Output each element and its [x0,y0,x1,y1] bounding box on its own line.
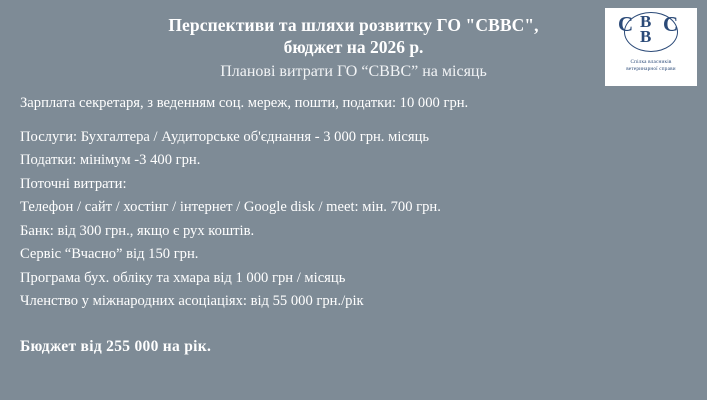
logo-letter-b: B [640,12,652,31]
list-item: Сервіс “Вчасно” від 150 грн. [20,246,199,262]
budget-total: Бюджет від 255 000 на рік. [20,338,212,355]
list-item: Банк: від 300 грн., якщо є рух коштів. [20,222,255,239]
logo-letter-c: C [618,12,634,36]
list-item: Програма бух. обліку та хмара від 1 000 грн / місяць [20,269,346,286]
list-item: Податки: мінімум -3 400 грн. [20,152,201,168]
list-item: Послуги: Бухгалтера / Аудиторське об'єднання - 3 000 грн. місяць [20,128,430,145]
slide-title-block [0,14,707,84]
spacer [20,116,680,126]
logo-letter-v: B [640,27,652,46]
title-line-2: бюджет на 2026 р. [283,37,424,57]
list-item: Зарплата секретаря, з веденням соц. мереж, пошти, податки: 10 000 грн. [20,95,469,111]
expense-list [20,92,680,314]
title-line-1: Перспективи та шляхи розвитку ГО "СВВС", [168,15,539,35]
list-item: Поточні витрати: [20,175,127,192]
list-item: Членство у міжнародних асоціаціях: від 55 000 грн./рік [20,293,364,309]
logo-caption-line2: ветеринарної справи [626,66,676,72]
logo-letter-s: C [663,12,679,36]
logo-caption-line1: Спілка власників [630,59,672,65]
slide-subtitle: Планові витрати ГО “СВВС” на місяць [220,63,487,80]
list-item: Телефон / сайт / хостінг / інтернет / Google disk / meet: мін. 700 грн. [20,199,441,215]
